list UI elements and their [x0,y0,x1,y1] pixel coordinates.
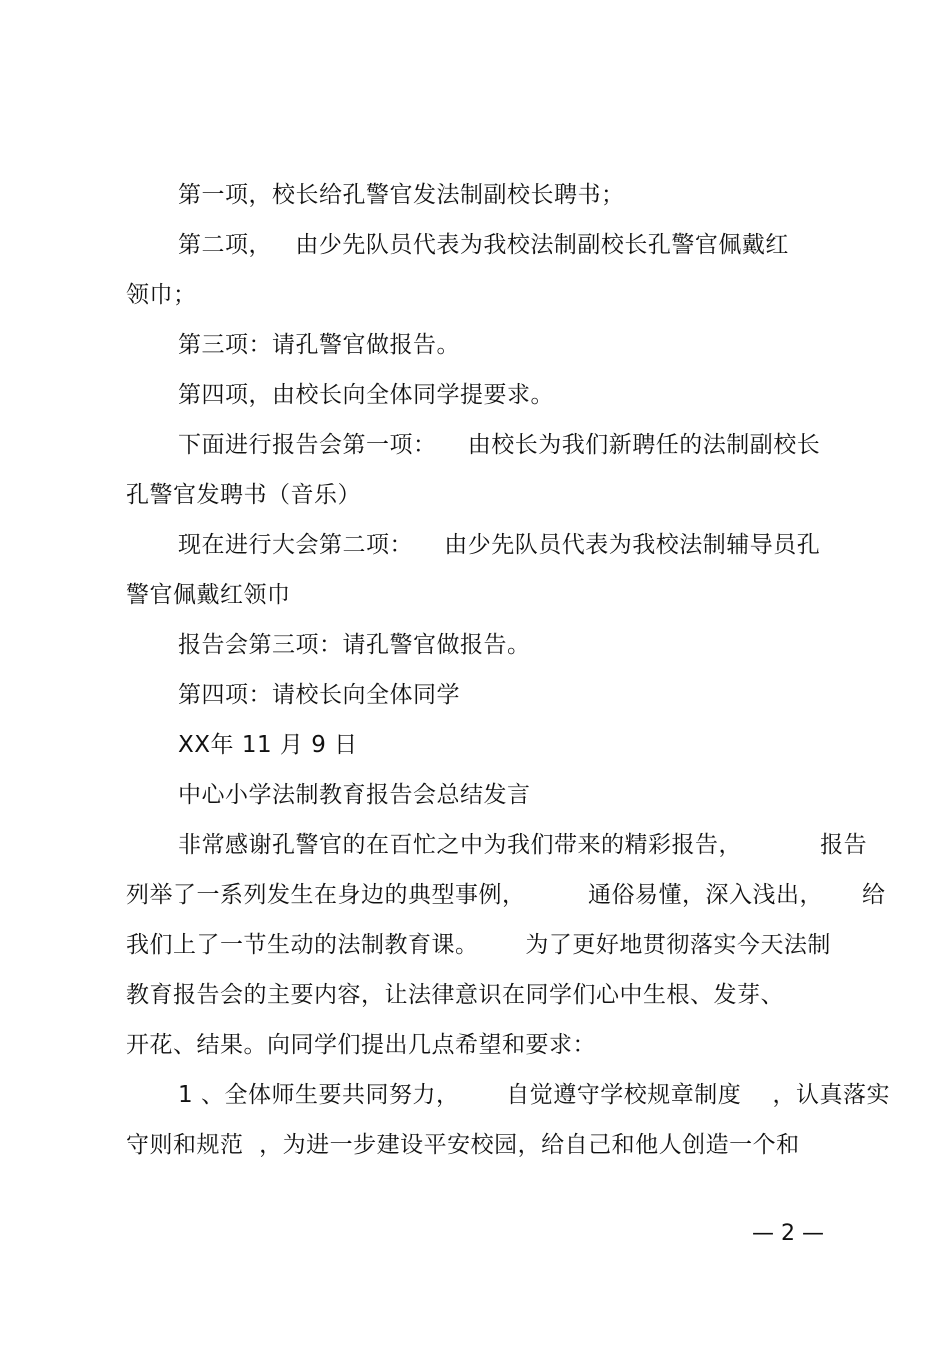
text-line: 第二项， 由少先队员代表为我校法制副校长孔警官佩戴红 [178,232,789,258]
date-line: XX年 11 月 9 日 [178,732,358,758]
text-line: 现在进行大会第二项： 由少先队员代表为我校法制辅导员孔 [178,532,821,558]
text-line: 第一项，校长给孔警官发法制副校长聘书； [178,182,625,208]
text-line: 第四项，由校长向全体同学提要求。 [178,382,554,408]
text-line: 孔警官发聘书（音乐） [126,482,361,508]
text-line: 非常感谢孔警官的在百忙之中为我们带来的精彩报告， 报告 [178,832,868,858]
text-line: 领巾； [126,282,197,308]
page-number: — 2 — [752,1221,824,1246]
text-line: 1 、全体师生要共同努力， 自觉遵守学校规章制度 ，认真落实 [178,1082,891,1108]
text-line: 报告会第三项：请孔警官做报告。 [178,632,531,658]
text-line: 列举了一系列发生在身边的典型事例， 通俗易懂，深入浅出， 给 [126,882,886,908]
text-line: 第三项：请孔警官做报告。 [178,332,460,358]
text-line: 第四项：请校长向全体同学 [178,682,460,708]
text-line: 开花、结果。向同学们提出几点希望和要求： [126,1032,596,1058]
text-line: 守则和规范 ，为进一步建设平安校园，给自己和他人创造一个和 [126,1132,800,1158]
section-title: 中心小学法制教育报告会总结发言 [178,782,531,808]
text-line: 警官佩戴红领巾 [126,582,291,608]
text-line: 我们上了一节生动的法制教育课。 为了更好地贯彻落实今天法制 [126,932,831,958]
text-line: 教育报告会的主要内容，让法律意识在同学们心中生根、发芽、 [126,982,784,1008]
text-line: 下面进行报告会第一项： 由校长为我们新聘任的法制副校长 [178,432,821,458]
